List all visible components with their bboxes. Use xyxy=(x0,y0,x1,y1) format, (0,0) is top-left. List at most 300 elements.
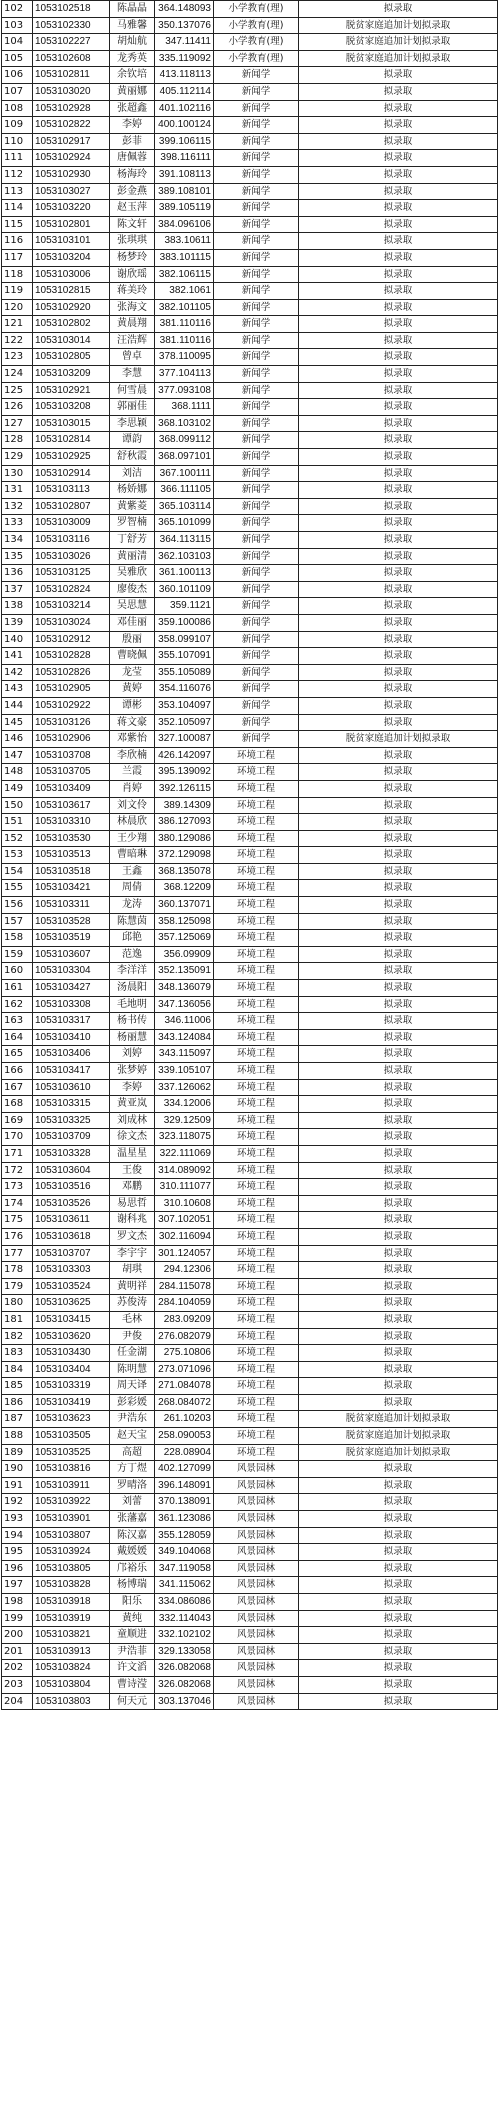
cell-row-number: 187 xyxy=(2,1411,33,1428)
cell-exam-id: 1053103526 xyxy=(33,1195,110,1212)
cell-status: 拟录取 xyxy=(299,1610,498,1627)
cell-row-number: 200 xyxy=(2,1627,33,1644)
table-row xyxy=(2,797,498,814)
table-row xyxy=(2,880,498,897)
cell-status: 拟录取 xyxy=(299,515,498,532)
cell-exam-id: 1053103821 xyxy=(33,1627,110,1644)
cell-exam-id: 1053103513 xyxy=(33,847,110,864)
table-row xyxy=(2,1444,498,1461)
cell-student-name: 曾卓 xyxy=(110,349,155,366)
cell-major: 新闻学 xyxy=(214,714,299,731)
cell-student-name: 杨娇娜 xyxy=(110,482,155,499)
table-row xyxy=(2,565,498,582)
cell-student-name: 黄亚岚 xyxy=(110,1096,155,1113)
cell-exam-id: 1053103415 xyxy=(33,1311,110,1328)
cell-score: 332.114043 xyxy=(155,1610,214,1627)
cell-major: 新闻学 xyxy=(214,83,299,100)
table-row xyxy=(2,614,498,631)
cell-score: 401.102116 xyxy=(155,100,214,117)
cell-status: 脱贫家庭追加计划拟录取 xyxy=(299,1411,498,1428)
cell-score: 364.148093 xyxy=(155,1,214,18)
cell-row-number: 131 xyxy=(2,482,33,499)
cell-score: 341.115062 xyxy=(155,1577,214,1594)
cell-status: 脱贫家庭追加计划拟录取 xyxy=(299,1428,498,1445)
cell-status: 拟录取 xyxy=(299,449,498,466)
cell-student-name: 刘文伶 xyxy=(110,797,155,814)
cell-exam-id: 1053102924 xyxy=(33,150,110,167)
cell-row-number: 198 xyxy=(2,1594,33,1611)
table-row xyxy=(2,946,498,963)
cell-student-name: 罗文杰 xyxy=(110,1228,155,1245)
cell-status: 拟录取 xyxy=(299,1544,498,1561)
cell-student-name: 曹晓佩 xyxy=(110,648,155,665)
cell-score: 382.1061 xyxy=(155,283,214,300)
cell-student-name: 许文滔 xyxy=(110,1660,155,1677)
cell-major: 风景园林 xyxy=(214,1693,299,1710)
table-row xyxy=(2,216,498,233)
cell-row-number: 116 xyxy=(2,233,33,250)
cell-exam-id: 1053103623 xyxy=(33,1411,110,1428)
cell-status: 拟录取 xyxy=(299,1278,498,1295)
cell-score: 348.136079 xyxy=(155,980,214,997)
cell-exam-id: 1053102930 xyxy=(33,166,110,183)
cell-major: 新闻学 xyxy=(214,150,299,167)
table-row xyxy=(2,1311,498,1328)
cell-score: 382.106115 xyxy=(155,266,214,283)
table-row xyxy=(2,100,498,117)
cell-major: 环境工程 xyxy=(214,1328,299,1345)
cell-exam-id: 1053102811 xyxy=(33,67,110,84)
cell-status: 拟录取 xyxy=(299,1079,498,1096)
cell-major: 新闻学 xyxy=(214,133,299,150)
cell-row-number: 141 xyxy=(2,648,33,665)
cell-student-name: 李洋洋 xyxy=(110,963,155,980)
cell-row-number: 165 xyxy=(2,1046,33,1063)
cell-major: 风景园林 xyxy=(214,1511,299,1528)
cell-score: 372.129098 xyxy=(155,847,214,864)
table-row xyxy=(2,1212,498,1229)
cell-major: 风景园林 xyxy=(214,1660,299,1677)
cell-row-number: 118 xyxy=(2,266,33,283)
cell-status: 拟录取 xyxy=(299,1129,498,1146)
cell-student-name: 王少翔 xyxy=(110,830,155,847)
cell-status: 拟录取 xyxy=(299,747,498,764)
cell-status: 拟录取 xyxy=(299,266,498,283)
cell-status: 拟录取 xyxy=(299,681,498,698)
cell-row-number: 114 xyxy=(2,200,33,217)
cell-major: 环境工程 xyxy=(214,814,299,831)
cell-row-number: 110 xyxy=(2,133,33,150)
cell-student-name: 任金湖 xyxy=(110,1345,155,1362)
cell-student-name: 戴媛媛 xyxy=(110,1544,155,1561)
cell-score: 398.116111 xyxy=(155,150,214,167)
cell-score: 360.137071 xyxy=(155,897,214,914)
cell-exam-id: 1053103308 xyxy=(33,996,110,1013)
cell-exam-id: 1053103816 xyxy=(33,1461,110,1478)
table-row xyxy=(2,581,498,598)
cell-score: 347.11411 xyxy=(155,34,214,51)
cell-exam-id: 1053103328 xyxy=(33,1145,110,1162)
cell-score: 366.111105 xyxy=(155,482,214,499)
cell-student-name: 徐文杰 xyxy=(110,1129,155,1146)
cell-student-name: 何雪晨 xyxy=(110,382,155,399)
cell-status: 拟录取 xyxy=(299,382,498,399)
cell-score: 399.106115 xyxy=(155,133,214,150)
cell-major: 环境工程 xyxy=(214,963,299,980)
cell-major: 新闻学 xyxy=(214,598,299,615)
table-row xyxy=(2,133,498,150)
cell-exam-id: 1053103918 xyxy=(33,1594,110,1611)
cell-status: 拟录取 xyxy=(299,913,498,930)
cell-student-name: 陈晶晶 xyxy=(110,1,155,18)
cell-exam-id: 1053103709 xyxy=(33,1129,110,1146)
table-row xyxy=(2,681,498,698)
cell-row-number: 188 xyxy=(2,1428,33,1445)
cell-score: 355.128059 xyxy=(155,1527,214,1544)
cell-exam-id: 1053103027 xyxy=(33,183,110,200)
cell-status: 拟录取 xyxy=(299,1228,498,1245)
table-row xyxy=(2,1162,498,1179)
cell-status: 拟录取 xyxy=(299,581,498,598)
cell-major: 环境工程 xyxy=(214,1428,299,1445)
cell-row-number: 109 xyxy=(2,117,33,134)
cell-row-number: 159 xyxy=(2,946,33,963)
cell-student-name: 杨丽慧 xyxy=(110,1029,155,1046)
cell-score: 368.097101 xyxy=(155,449,214,466)
cell-score: 352.105097 xyxy=(155,714,214,731)
cell-status: 拟录取 xyxy=(299,1461,498,1478)
cell-row-number: 145 xyxy=(2,714,33,731)
cell-student-name: 周天译 xyxy=(110,1378,155,1395)
cell-status: 拟录取 xyxy=(299,249,498,266)
cell-student-name: 黄纯 xyxy=(110,1610,155,1627)
cell-student-name: 张琪琪 xyxy=(110,233,155,250)
cell-row-number: 120 xyxy=(2,299,33,316)
cell-score: 294.12306 xyxy=(155,1262,214,1279)
cell-exam-id: 1053103530 xyxy=(33,830,110,847)
cell-exam-id: 1053102826 xyxy=(33,664,110,681)
table-row xyxy=(2,83,498,100)
cell-status: 拟录取 xyxy=(299,233,498,250)
cell-exam-id: 1053103317 xyxy=(33,1013,110,1030)
cell-row-number: 181 xyxy=(2,1311,33,1328)
cell-row-number: 177 xyxy=(2,1245,33,1262)
cell-major: 新闻学 xyxy=(214,664,299,681)
cell-row-number: 162 xyxy=(2,996,33,1013)
cell-major: 环境工程 xyxy=(214,1345,299,1362)
table-row xyxy=(2,482,498,499)
cell-exam-id: 1053103919 xyxy=(33,1610,110,1627)
cell-student-name: 胡灿航 xyxy=(110,34,155,51)
table-row xyxy=(2,233,498,250)
admission-table xyxy=(1,0,498,1710)
cell-row-number: 113 xyxy=(2,183,33,200)
cell-student-name: 刘洁 xyxy=(110,465,155,482)
cell-exam-id: 1053103625 xyxy=(33,1295,110,1312)
cell-row-number: 115 xyxy=(2,216,33,233)
cell-score: 326.082068 xyxy=(155,1660,214,1677)
cell-major: 环境工程 xyxy=(214,1278,299,1295)
table-row xyxy=(2,1394,498,1411)
cell-status: 拟录取 xyxy=(299,1494,498,1511)
cell-status: 拟录取 xyxy=(299,482,498,499)
cell-student-name: 谭彬 xyxy=(110,697,155,714)
cell-major: 新闻学 xyxy=(214,449,299,466)
cell-exam-id: 1053103524 xyxy=(33,1278,110,1295)
table-row xyxy=(2,1378,498,1395)
table-row xyxy=(2,366,498,383)
cell-status: 拟录取 xyxy=(299,780,498,797)
cell-row-number: 148 xyxy=(2,764,33,781)
cell-major: 新闻学 xyxy=(214,648,299,665)
cell-student-name: 杨博瑞 xyxy=(110,1577,155,1594)
cell-major: 新闻学 xyxy=(214,249,299,266)
table-row xyxy=(2,1179,498,1196)
cell-exam-id: 1053103315 xyxy=(33,1096,110,1113)
cell-student-name: 黄丽清 xyxy=(110,548,155,565)
cell-major: 新闻学 xyxy=(214,532,299,549)
cell-score: 365.103114 xyxy=(155,498,214,515)
cell-score: 310.111077 xyxy=(155,1179,214,1196)
cell-exam-id: 1053103620 xyxy=(33,1328,110,1345)
cell-exam-id: 1053103214 xyxy=(33,598,110,615)
cell-row-number: 106 xyxy=(2,67,33,84)
cell-score: 307.102051 xyxy=(155,1212,214,1229)
cell-score: 228.08904 xyxy=(155,1444,214,1461)
cell-score: 343.124084 xyxy=(155,1029,214,1046)
cell-exam-id: 1053103707 xyxy=(33,1245,110,1262)
cell-student-name: 林晨欣 xyxy=(110,814,155,831)
cell-student-name: 尹浩东 xyxy=(110,1411,155,1428)
table-row xyxy=(2,1278,498,1295)
cell-exam-id: 1053103618 xyxy=(33,1228,110,1245)
cell-exam-id: 1053103804 xyxy=(33,1676,110,1693)
cell-score: 273.071096 xyxy=(155,1361,214,1378)
table-row xyxy=(2,1345,498,1362)
cell-status: 拟录取 xyxy=(299,996,498,1013)
table-row xyxy=(2,1262,498,1279)
cell-exam-id: 1053103705 xyxy=(33,764,110,781)
table-row xyxy=(2,200,498,217)
cell-status: 拟录取 xyxy=(299,1212,498,1229)
cell-student-name: 谢欣瑶 xyxy=(110,266,155,283)
cell-major: 环境工程 xyxy=(214,863,299,880)
cell-row-number: 197 xyxy=(2,1577,33,1594)
cell-major: 环境工程 xyxy=(214,980,299,997)
cell-exam-id: 1053103708 xyxy=(33,747,110,764)
cell-exam-id: 1053103101 xyxy=(33,233,110,250)
cell-student-name: 蒋美玲 xyxy=(110,283,155,300)
table-row xyxy=(2,830,498,847)
cell-exam-id: 1053103805 xyxy=(33,1560,110,1577)
cell-student-name: 温星星 xyxy=(110,1145,155,1162)
cell-row-number: 155 xyxy=(2,880,33,897)
cell-exam-id: 1053103824 xyxy=(33,1660,110,1677)
table-row xyxy=(2,697,498,714)
cell-major: 新闻学 xyxy=(214,233,299,250)
cell-row-number: 142 xyxy=(2,664,33,681)
cell-student-name: 张藩嘉 xyxy=(110,1511,155,1528)
cell-student-name: 马雅馨 xyxy=(110,17,155,34)
cell-row-number: 183 xyxy=(2,1345,33,1362)
table-row xyxy=(2,249,498,266)
cell-row-number: 151 xyxy=(2,814,33,831)
cell-status: 拟录取 xyxy=(299,764,498,781)
cell-row-number: 172 xyxy=(2,1162,33,1179)
cell-score: 302.116094 xyxy=(155,1228,214,1245)
cell-status: 拟录取 xyxy=(299,100,498,117)
table-row xyxy=(2,963,498,980)
cell-student-name: 赵玉萍 xyxy=(110,200,155,217)
cell-major: 小学教育(理) xyxy=(214,50,299,67)
cell-score: 383.10611 xyxy=(155,233,214,250)
cell-major: 环境工程 xyxy=(214,847,299,864)
cell-status: 拟录取 xyxy=(299,1378,498,1395)
cell-row-number: 163 xyxy=(2,1013,33,1030)
cell-exam-id: 1053102906 xyxy=(33,731,110,748)
cell-row-number: 147 xyxy=(2,747,33,764)
cell-major: 新闻学 xyxy=(214,581,299,598)
cell-major: 环境工程 xyxy=(214,1228,299,1245)
cell-student-name: 杨书传 xyxy=(110,1013,155,1030)
cell-major: 新闻学 xyxy=(214,498,299,515)
cell-status: 拟录取 xyxy=(299,1063,498,1080)
cell-major: 环境工程 xyxy=(214,1013,299,1030)
cell-student-name: 胡琪 xyxy=(110,1262,155,1279)
cell-status: 拟录取 xyxy=(299,598,498,615)
cell-major: 环境工程 xyxy=(214,1096,299,1113)
cell-score: 357.125069 xyxy=(155,930,214,947)
cell-student-name: 李宇宇 xyxy=(110,1245,155,1262)
cell-status: 拟录取 xyxy=(299,415,498,432)
cell-major: 新闻学 xyxy=(214,216,299,233)
cell-student-name: 范逸 xyxy=(110,946,155,963)
cell-student-name: 王鑫 xyxy=(110,863,155,880)
cell-exam-id: 1053102802 xyxy=(33,316,110,333)
table-row xyxy=(2,548,498,565)
cell-student-name: 易思哲 xyxy=(110,1195,155,1212)
cell-major: 新闻学 xyxy=(214,200,299,217)
cell-exam-id: 1053103126 xyxy=(33,714,110,731)
cell-exam-id: 1053103409 xyxy=(33,780,110,797)
table-row xyxy=(2,532,498,549)
cell-major: 环境工程 xyxy=(214,913,299,930)
cell-exam-id: 1053102828 xyxy=(33,648,110,665)
table-row xyxy=(2,1461,498,1478)
table-row xyxy=(2,1544,498,1561)
cell-major: 风景园林 xyxy=(214,1594,299,1611)
cell-status: 拟录取 xyxy=(299,166,498,183)
cell-status: 拟录取 xyxy=(299,1295,498,1312)
cell-exam-id: 1053102824 xyxy=(33,581,110,598)
cell-status: 拟录取 xyxy=(299,432,498,449)
cell-major: 环境工程 xyxy=(214,780,299,797)
cell-major: 环境工程 xyxy=(214,1361,299,1378)
cell-student-name: 尹浩菲 xyxy=(110,1643,155,1660)
cell-score: 356.09909 xyxy=(155,946,214,963)
cell-major: 环境工程 xyxy=(214,747,299,764)
cell-student-name: 阳乐 xyxy=(110,1594,155,1611)
cell-major: 新闻学 xyxy=(214,349,299,366)
cell-exam-id: 1053102518 xyxy=(33,1,110,18)
table-row xyxy=(2,1046,498,1063)
cell-score: 332.102102 xyxy=(155,1627,214,1644)
cell-exam-id: 1053102814 xyxy=(33,432,110,449)
cell-score: 322.111069 xyxy=(155,1145,214,1162)
cell-score: 368.135078 xyxy=(155,863,214,880)
cell-score: 335.119092 xyxy=(155,50,214,67)
cell-student-name: 邓佳丽 xyxy=(110,614,155,631)
cell-status: 拟录取 xyxy=(299,216,498,233)
cell-row-number: 129 xyxy=(2,449,33,466)
cell-exam-id: 1053102801 xyxy=(33,216,110,233)
cell-major: 新闻学 xyxy=(214,299,299,316)
cell-major: 环境工程 xyxy=(214,1444,299,1461)
cell-score: 359.1121 xyxy=(155,598,214,615)
cell-major: 风景园林 xyxy=(214,1627,299,1644)
cell-exam-id: 1053103525 xyxy=(33,1444,110,1461)
table-row xyxy=(2,847,498,864)
cell-exam-id: 1053103026 xyxy=(33,548,110,565)
cell-score: 368.1111 xyxy=(155,399,214,416)
cell-status: 拟录取 xyxy=(299,897,498,914)
cell-row-number: 136 xyxy=(2,565,33,582)
cell-score: 358.125098 xyxy=(155,913,214,930)
table-row xyxy=(2,1411,498,1428)
cell-exam-id: 1053103803 xyxy=(33,1693,110,1710)
cell-student-name: 黄明祥 xyxy=(110,1278,155,1295)
cell-major: 新闻学 xyxy=(214,266,299,283)
cell-major: 新闻学 xyxy=(214,631,299,648)
cell-score: 381.110116 xyxy=(155,316,214,333)
cell-student-name: 谢科兆 xyxy=(110,1212,155,1229)
cell-exam-id: 1053102922 xyxy=(33,697,110,714)
table-row xyxy=(2,67,498,84)
table-row xyxy=(2,814,498,831)
cell-row-number: 121 xyxy=(2,316,33,333)
table-row xyxy=(2,465,498,482)
cell-row-number: 107 xyxy=(2,83,33,100)
table-row xyxy=(2,731,498,748)
cell-status: 拟录取 xyxy=(299,648,498,665)
cell-major: 风景园林 xyxy=(214,1560,299,1577)
cell-student-name: 汪浩辉 xyxy=(110,332,155,349)
cell-row-number: 128 xyxy=(2,432,33,449)
cell-score: 355.107091 xyxy=(155,648,214,665)
cell-student-name: 张超鑫 xyxy=(110,100,155,117)
cell-score: 382.101105 xyxy=(155,299,214,316)
cell-major: 环境工程 xyxy=(214,1112,299,1129)
cell-status: 拟录取 xyxy=(299,664,498,681)
cell-status: 拟录取 xyxy=(299,1145,498,1162)
table-row xyxy=(2,1195,498,1212)
cell-score: 353.104097 xyxy=(155,697,214,714)
table-row xyxy=(2,1527,498,1544)
cell-score: 381.110116 xyxy=(155,332,214,349)
cell-student-name: 李欣楠 xyxy=(110,747,155,764)
cell-student-name: 李慧 xyxy=(110,366,155,383)
table-row xyxy=(2,780,498,797)
cell-exam-id: 1053103922 xyxy=(33,1494,110,1511)
cell-major: 环境工程 xyxy=(214,1378,299,1395)
cell-status: 拟录取 xyxy=(299,614,498,631)
cell-row-number: 126 xyxy=(2,399,33,416)
cell-exam-id: 1053103421 xyxy=(33,880,110,897)
cell-status: 拟录取 xyxy=(299,1577,498,1594)
cell-major: 新闻学 xyxy=(214,465,299,482)
cell-student-name: 周倩 xyxy=(110,880,155,897)
cell-score: 358.099107 xyxy=(155,631,214,648)
